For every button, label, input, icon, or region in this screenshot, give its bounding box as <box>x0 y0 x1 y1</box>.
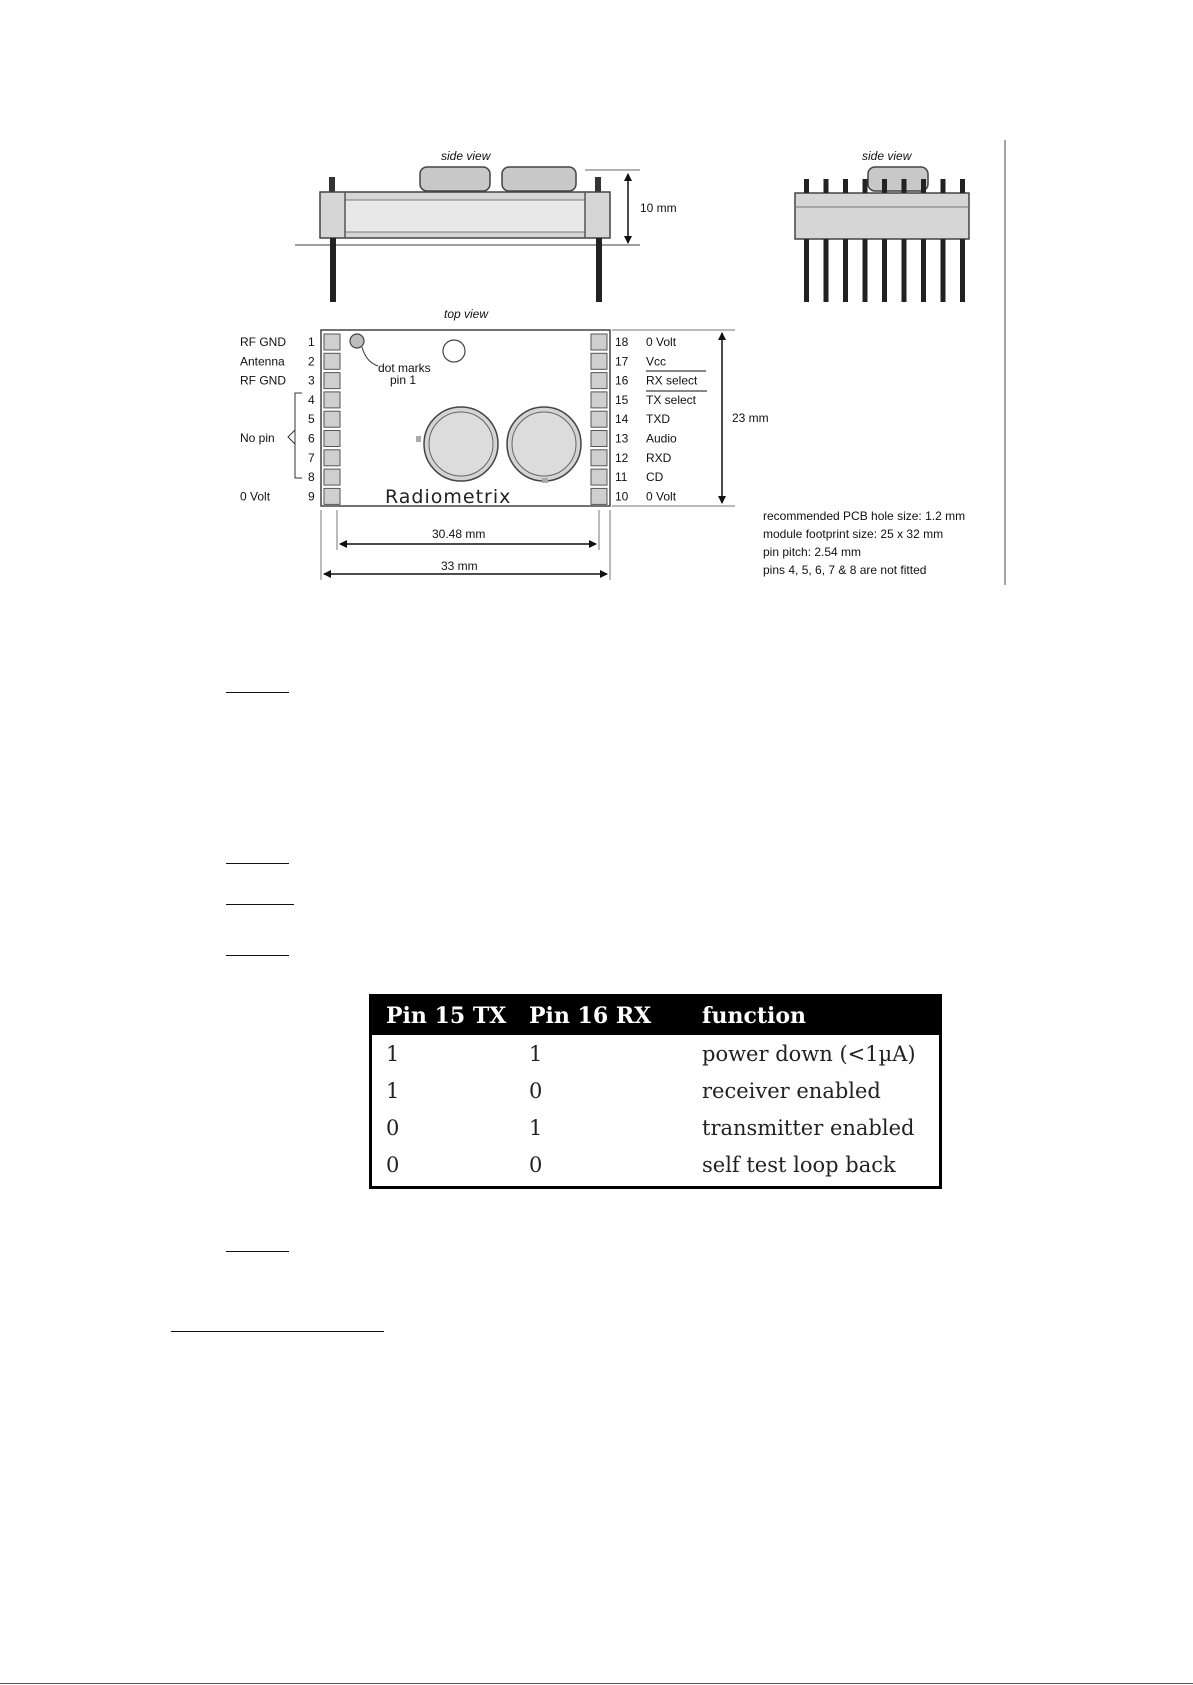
cell-tx: 0 <box>386 1152 400 1177</box>
cell-rx: 0 <box>529 1078 543 1103</box>
right-pin-name: 0 Volt <box>646 335 677 349</box>
underline-mark <box>226 955 289 956</box>
right-pin-number: 15 <box>615 392 629 407</box>
pin-stub <box>921 179 926 193</box>
right-pad <box>591 334 607 350</box>
section-heading-underline <box>171 1331 384 1332</box>
no-pin-label: No pin <box>240 431 275 445</box>
left-pin-name: RF GND <box>240 373 286 388</box>
left-pin-number: 4 <box>308 392 315 407</box>
cell-tx: 0 <box>386 1115 400 1140</box>
left-pin-number: 5 <box>308 412 315 427</box>
left-pad <box>324 488 340 504</box>
cell-function: self test loop back <box>702 1152 896 1177</box>
pin-lead <box>843 239 848 302</box>
right-side-view <box>795 149 969 302</box>
right-pad <box>591 411 607 427</box>
right-pin-number: 11 <box>615 470 628 485</box>
right-pin-number: 10 <box>615 489 629 504</box>
left-pad <box>324 392 340 408</box>
right-pin-name: 0 Volt <box>646 489 677 504</box>
left-pad <box>324 353 340 369</box>
top-view <box>240 307 769 580</box>
left-pin-name: Antenna <box>240 354 285 369</box>
left-pin-name: RF GND <box>240 335 286 349</box>
right-pin-name: RX select <box>646 373 698 388</box>
dot-note: dot marks <box>378 361 431 375</box>
cell-function: power down (<1µA) <box>702 1041 916 1066</box>
pin-lead <box>941 239 946 302</box>
cell-rx: 1 <box>529 1115 543 1140</box>
pin-stub <box>960 179 965 193</box>
dot-note-pin: pin 1 <box>390 373 417 387</box>
brand-label: Radiometrix <box>385 486 512 508</box>
note-unfitted-pins: pins 4, 5, 6, 7 & 8 are not fitted <box>763 563 927 577</box>
pitch-dimension: 30.48 mm <box>432 527 486 541</box>
length-dimension: 33 mm <box>441 559 478 573</box>
right-pin-name: RXD <box>646 450 672 465</box>
right-pin-name: Audio <box>646 431 677 446</box>
left-pin-number: 3 <box>308 373 315 388</box>
module-mechanical-drawing <box>0 0 1193 620</box>
note-hole-size: recommended PCB hole size: 1.2 mm <box>763 509 966 523</box>
header-function: function <box>702 1003 807 1029</box>
side-view-label: side view <box>441 149 491 163</box>
pin-lead <box>804 239 809 302</box>
table-row <box>372 1109 939 1146</box>
right-pad <box>591 450 607 466</box>
right-pin-number: 16 <box>615 373 629 388</box>
cell-function: receiver enabled <box>702 1078 881 1103</box>
pin-stub <box>882 179 887 193</box>
left-pin-number: 9 <box>308 489 315 504</box>
pin-lead <box>882 239 887 302</box>
pin-stub <box>843 179 848 193</box>
pin-lead <box>863 239 868 302</box>
right-pin-name: Vcc <box>646 354 667 369</box>
spec-notes <box>763 509 965 577</box>
pin-stub <box>902 179 907 193</box>
right-pin-number: 13 <box>615 431 629 446</box>
pin-lead <box>824 239 829 302</box>
page-bottom-rule <box>0 1683 1193 1684</box>
right-pin-number: 12 <box>615 450 629 465</box>
left-pad <box>324 450 340 466</box>
right-pin-number: 14 <box>615 412 629 427</box>
width-dimension: 23 mm <box>732 411 769 425</box>
cell-tx: 1 <box>386 1078 400 1103</box>
right-pad <box>591 353 607 369</box>
note-footprint: module footprint size: 25 x 32 mm <box>763 527 944 541</box>
pin-stub <box>941 179 946 193</box>
right-pad <box>591 431 607 447</box>
right-pad <box>591 469 607 485</box>
left-pin-number: 2 <box>308 354 315 369</box>
left-pad <box>324 469 340 485</box>
right-pad <box>591 488 607 504</box>
right-pin-number: 17 <box>615 354 629 369</box>
right-pin-number: 18 <box>615 335 629 349</box>
header-pin16: Pin 16 RX <box>529 1003 652 1029</box>
cell-rx: 0 <box>529 1152 543 1177</box>
left-pin-number: 7 <box>308 450 315 465</box>
right-pad <box>591 373 607 389</box>
left-pin-number: 1 <box>308 335 315 349</box>
underline-mark <box>226 1251 289 1252</box>
height-dimension: 10 mm <box>640 201 677 215</box>
right-pin-name: CD <box>646 470 664 485</box>
right-pin-name: TX select <box>646 392 697 407</box>
underline-mark <box>226 904 294 905</box>
right-pad <box>591 392 607 408</box>
left-pad <box>324 431 340 447</box>
mode-truth-table <box>369 994 942 1189</box>
pin-lead <box>960 239 965 302</box>
left-pin-number: 6 <box>308 431 315 446</box>
left-pin-number: 8 <box>308 470 315 485</box>
cell-tx: 1 <box>386 1041 400 1066</box>
side-view-label-right: side view <box>862 149 912 163</box>
left-pad <box>324 334 340 350</box>
pin-stub <box>863 179 868 193</box>
pin-lead <box>921 239 926 302</box>
left-side-view <box>295 149 677 302</box>
pin-stub <box>804 179 809 193</box>
table-row <box>372 1146 939 1183</box>
pin-stub <box>824 179 829 193</box>
table-header <box>372 997 939 1035</box>
header-pin15: Pin 15 TX <box>386 1003 507 1029</box>
top-view-label: top view <box>444 307 489 321</box>
cell-rx: 1 <box>529 1041 543 1066</box>
cell-function: transmitter enabled <box>702 1115 915 1140</box>
left-pad <box>324 411 340 427</box>
right-pin-name: TXD <box>646 412 670 427</box>
table-row <box>372 1035 939 1072</box>
left-pin-name: 0 Volt <box>240 489 271 504</box>
underline-mark <box>226 692 289 693</box>
pin-lead <box>902 239 907 302</box>
left-pad <box>324 373 340 389</box>
table-row <box>372 1072 939 1109</box>
underline-mark <box>226 863 289 864</box>
note-pitch: pin pitch: 2.54 mm <box>763 545 862 559</box>
